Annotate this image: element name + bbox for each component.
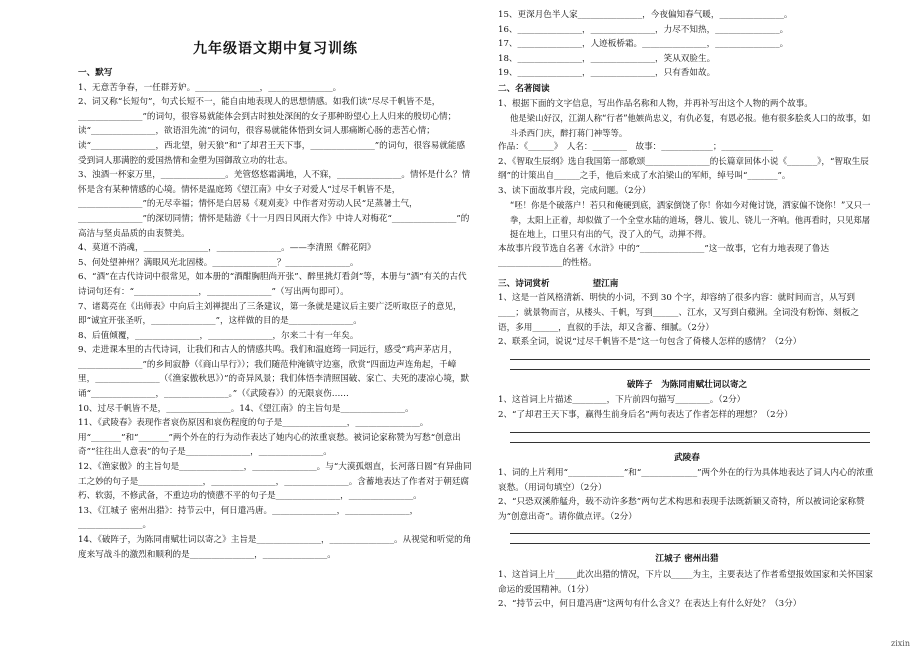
question-4: 4、莫道不消魂，_______________，_______________。——李清照《醉花阴》: [78, 243, 376, 254]
question-2: 2、词又称“长短句”，句式长短不一，能自由地表现人的思想情感。如我们读“尽尽千帆皆不是，_______________”的词句，很容易就能体会到古时独处深闺的女子那种盼望心上人归来的殷切心情；读“_______________，欲语泪先流”的词句，很容易就能体悟到女词人那痛断心肠的悲苦心情；读“_______________，西北望，射天狼”和“了却君王天下事，_______________”的词句，很容易就能感受到词人那满腔的爱国热情和金塑为国御敌立功的壮志。: [78, 97, 466, 166]
poem-title-pozhenzi: 破阵子 为陈同甫赋壮词以寄之: [626, 379, 748, 390]
question-17: 17、_______________，人迹板桥霜。_______________，_______________。: [498, 39, 789, 50]
answer-line: [510, 534, 870, 544]
poem3-question-2: 2、“只恐双溪舴艋舟，载不动许多愁”两句艺术构思和表现手法既新颖又奇特，所以被词论家称赞为“创意出奇”。请你做点评。（2分）: [498, 497, 865, 522]
poem1-question-2: 2、联系全词，说说“过尽千帆皆不是”这一句包含了倚楼人怎样的感情？（2分）: [498, 337, 802, 348]
section-classics-title: 二、名著阅读: [498, 83, 550, 94]
classics-answer-line-1: 作品：《______》 人名：________ 故事：____________；____________: [498, 141, 773, 152]
classics-question-3: 3、读下面故事片段，完成问题。（2分）: [498, 185, 651, 196]
poem-title-jiangchengzi: 江城子 密州出猎: [655, 554, 719, 565]
poem3-question-1: 1、词的上片利用“_____________”和“_____________”两个外在的行为具体地表达了词人内心的浓重哀愁。（用词句填空）（2分）: [498, 468, 874, 493]
answer-line: [510, 423, 870, 433]
question-8: 8、后值倾覆，_______________，_______________，尔来二十有一年矣。: [78, 330, 359, 341]
question-7: 7、诸葛亮在《出师表》中向后主刘禅提出了三条建议，第一条就是建议后主要广泛听取臣子的意见，即“诚宜开张圣听，_______________”，这样做的目的是_______________。: [78, 301, 462, 327]
section-dictation-title: 一、默写: [78, 68, 113, 78]
poem4-question-1: 1、这首词上片_____此次出猎的情况，下片以_____为主，主要表达了作者希望报效国家和关怀国家命运的爱国精神。（1分）: [498, 570, 874, 595]
question-10: 10、过尽千帆皆不是，_______________。14、《望江南》的主旨句是_______________。: [78, 403, 414, 414]
classics-question-2: 2、《智取生辰纲》选自我国第一部歌颂_______________的长篇章回体小说《_______》，“智取生辰纲”的计策出自______之手，他后来成了水泊梁山的军师，绰号叫“_______”。: [498, 156, 869, 182]
answer-line: [510, 350, 870, 360]
question-5: 5、何处望神州？满眼风光北固楼。_______________？_______________。: [78, 257, 359, 268]
answer-line: [510, 360, 870, 370]
watermark: zixin: [891, 639, 910, 648]
question-11: 11、《武陵春》表现作者哀伤原因和哀伤程度的句子是_______________，_______________。用“_______”和“_______”两个外在的行为动作表达了她内心的浓重哀愁。被词论家称赞为写愁“创意出奇”“往往出人意表”的句子是_______________，_______________。: [78, 418, 461, 458]
question-18: 18、_______________，_______________，笑从双脸生。: [498, 53, 716, 64]
poem2-question-1: 1、这首词上片描述________，下片前四句描写________。（2分）: [498, 395, 746, 406]
question-1: 1、无意苦争春，一任群芳妒。_______________，_______________。: [78, 82, 342, 93]
question-16: 16、_______________，_______________，力尽不知热，_______________。: [498, 24, 789, 35]
answer-line: [510, 524, 870, 534]
classics-answer-line-3: 本故事片段节选自名著《水浒》中的“_______________”这一故事，它有力地表现了鲁达_______________的性格。: [498, 243, 830, 269]
poem2-question-2: 2、“了却君王天下事，赢得生前身后名”两句表达了作者怎样的理想？（2分）: [498, 409, 793, 420]
poem1-question-1: 1、这是一首风格清新、明快的小词，不到 30 个字，却容纳了很多内容：就时间而言，从写到____；就景物而言，从楼头、千帆，写到______、江水，又写到白蘋洲。全词没有粉饰、刻板之语，多用______，直叙的手法，却又含蓄、细腻。（2分）: [498, 293, 859, 333]
question-6: 6、“酒”在古代诗词中很常见，如本册的“酒酣胸胆尚开张”、醉里挑灯看剑”等，本册与“酒”有关的古代诗词句还有：“_______________，_______________”（写出两句即可）。: [78, 272, 467, 297]
poem-title-wulingchun: 武陵春: [674, 452, 700, 463]
classics-question-1: 1、根据下面的文字信息，写出作品名称和人物，并再补写出这个人物的两个故事。: [498, 98, 813, 109]
question-3: 3、浊酒一杯家万里，_______________。羌管悠悠霜满地，人不寐，_______________。情怀是什么？情怀是含有某种情感的心境。情怀是温庭筠《望江南》中女子对爱人“过尽千帆皆不是，_______________”的无尽幸福；情怀是白居易《观刈麦》中作者对劳动人民“足蒸暑土气，_______________”的深切同情；情怀是陆游《十一月四日风雨大作》中诗人对梅花“_______________”的高洁与坚贞品质的由衷赞美。: [78, 170, 471, 239]
poem-title-wangjiangnan: 望江南: [592, 278, 619, 289]
question-15: 15、更深月色半人家_______________，今夜偏知春气暖，_______________。: [498, 10, 793, 20]
section-poetry-title: [498, 277, 876, 292]
poem4-question-2: 2、“持节云中，何日遣冯唐”这两句有什么含义？在表达上有什么好处？（3分）: [498, 599, 802, 610]
question-12: 12、《渔家傲》的主旨句是_______________，_______________。与“大漠孤烟直，长河落日圆”有异曲同工之妙的句子是_______________，_______________，_______________。含蓄地表达了作者对于朝廷腐朽、软弱，不修武备，不重边功的愤懑不平的句子是_______________，_______________。: [78, 462, 472, 502]
answer-line: [510, 433, 870, 443]
left-column: [78, 8, 473, 646]
section-poetry-label: 三、诗词赏析: [498, 278, 550, 289]
question-14: 14、《破阵子，为陈同甫赋壮词以寄之》主旨是_______________，_______________。从视觉和听觉的角度来写战斗的激烈和顺利的是_______________，_______________。: [78, 535, 472, 560]
question-13: 13、《江城子 密州出猎》：持节云中，何日遣冯唐。_______________，_______________，_______________。: [78, 505, 419, 531]
question-9: 9、走进课本里的古代诗词，让我们和古人的情感共鸣。我们和温庭筠一同远行，感受“鸡声茅店月，_______________”的乡间寂静（《商山早行》）；我们随范仲淹镇守边塞，欣赏“四面边声连角起，千嶂里，_______________（《渔家傲秋思》）”的奇异风景；我们体悟李清照国破、家亡、夫死的凄凉心境，默诵“_______________，_______________。”（《武陵春》）的无限哀伤……: [78, 345, 470, 400]
classics-passage-2: “呸！你是个破落户！若只和俺硬到底，洒家倒饶了你！你如今对俺讨饶，洒家偏不饶你！”又只一拳，太阳上正着，却似做了一个全堂水陆的道场，磬儿、钹儿、铙儿一齐响。他再看时，只见郑屠挺在地上，口里只有出的气，没了入的气，动掸不得。: [510, 200, 871, 240]
question-19: 19、_______________，_______________，只有香如故。: [498, 68, 716, 79]
right-column: [498, 8, 876, 646]
classics-passage-1: 他是梁山好汉，江湖人称“行者”他嫉尚忠义，有仇必复，有恩必报。他有很多脍炙人口的故事，如斗杀西门庆，醉打蒋门神等等。: [510, 113, 871, 138]
page-title: 九年级语文期中复习训练: [193, 41, 358, 57]
